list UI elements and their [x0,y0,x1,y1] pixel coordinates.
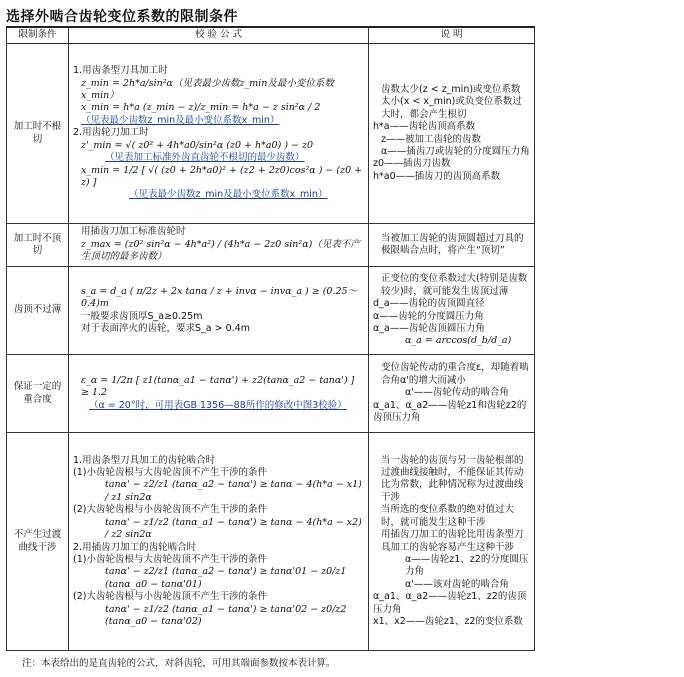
formula-cell [69,433,369,651]
table-header-row [7,27,535,44]
desc-line: x1、x2——齿轮z1、z2的变位系数 [373,615,523,627]
desc-line: z——被加工齿轮的齿数 [381,133,481,145]
table-row [7,44,535,224]
header-description: 说 明 [369,27,535,44]
formula-line: 1.用齿条型刀具加工时 [73,65,168,77]
formula-line: (2)大齿轮齿根与小齿轮齿顶不产生干涉的条件 [73,504,267,516]
desc-line: α_a——齿轮齿顶圆压力角 [373,322,485,334]
header-condition: 限制条件 [7,27,69,44]
table-row [7,355,535,433]
formula-line: 一般要求齿顶厚S_a≥0.25m [81,310,203,322]
formula-line: z_max = (z0² sin²α − 4h*a²) / (4h*a − 2z0 sin²α)（见表不产生顶切的最多齿数） [81,238,360,263]
formula-line: x_min = 1/2 [ √( (z0 + 2h*a0)² + (z2 + 2z0)cos²α ) − (z0 + z) ] [81,164,363,188]
formula-line: (1)小齿轮齿根与大齿轮齿顶不产生干涉的条件 [73,553,267,565]
formula-line: 2.用插齿刀加工的齿轮啮合时 [73,541,197,553]
description-cell [369,224,535,267]
footnote: 注：本表给出的是直齿轮的公式，对斜齿轮，可用其端面参数按本表计算。 [22,658,336,669]
table-row [7,433,535,651]
formula-line: (2)大齿轮齿根与小齿轮齿顶不产生干涉的条件 [73,591,267,603]
formula-line: 用插齿刀加工标准齿轮时 [81,226,186,238]
description-cell [369,433,535,651]
formula-line: 1.用齿条型刀具加工的齿轮啮合时 [73,454,216,466]
desc-line: 齿数太少(z < z_min)或变位系数太小(x < x_min)或负变位系数过大时，都会产生根切 [381,83,522,120]
desc-line: α_a = arccos(d_b/d_a) [405,335,512,347]
condition-cell: 不产生过渡曲线干涉 [7,433,69,651]
desc-line: α_a1、α_a2——齿轮z1和齿轮z2的齿顶压力角 [373,399,527,424]
formula-line: tanα' − z1/z2 (tanα_a1 − tanα') ≥ tanα'02 − z0/z2 (tanα_a0 − tanα'02) [105,603,347,627]
desc-line: 变位齿轮传动的重合度ε，却随着啮合角α'的增大而减小 [381,362,529,386]
desc-line: 当被加工齿轮的齿顶圆超过刀具的极限啮合点时，将产生“顶切” [381,232,524,256]
desc-line: d_a——齿轮的齿顶圆直径 [373,298,485,310]
formula-line: s_a = d_a ( π/2z + 2x tanα / z + invα − invα_a ) ≥ (0.25～0.4)m [81,285,358,310]
formula-line: tanα' − z1/z2 (tanα_a1 − tanα') ≥ tanα − 4(h*a − x2) / z2 sin2α [105,516,362,541]
limits-table [6,26,535,651]
condition-cell: 齿顶不过薄 [7,267,69,355]
desc-line: α——齿轮的分度圆压力角 [373,310,484,322]
desc-line: α——齿轮z1、z2的分度圆压力角 [405,553,529,578]
formula-line: tanα' − z2/z1 (tanα_a2 − tanα') ≥ tanα − 4(h*a − x1) / z1 sin2α [105,479,362,503]
page-title: 选择外啮合齿轮变位系数的限制条件 [6,9,238,25]
desc-line: 当一齿轮的齿顶与另一齿轮根部的过渡曲线接触时，不能保证其传动比为常数，此种情况称为过渡曲线干涉 [381,454,524,503]
desc-line: h*a0——插齿刀的齿顶高系数 [373,170,501,182]
description-cell [369,355,535,433]
formula-line: z_min = 2h*a/sin²α（见表最少齿数z_min及最小变位系数x_min） [81,77,334,102]
formula-cell [69,224,369,267]
desc-line: α——插齿刀或齿轮的分度圆压力角 [381,145,530,157]
desc-line: h*a——齿轮齿顶高系数 [373,121,476,133]
formula-line: 2.用齿轮刀加工时 [73,127,149,139]
formula-line: ε_α = 1/2π [ z1(tanα_a1 − tanα') + z2(tanα_a2 − tanα') ] ≥ 1.2 [81,374,355,399]
formula-cell [69,267,369,355]
table-link[interactable]: （见表加工标准外齿直齿轮不根切的最少齿数） [105,152,305,164]
formula-line: x_min = h*a (z_min − z)/z_min = h*a − z sin²α / 2 [81,102,321,114]
desc-line: α'——该对齿轮的啮合角 [405,578,509,590]
desc-line: α'——齿轮传动的啮合角 [405,387,509,399]
table-link[interactable]: （α = 20°时，可用表GB 1356—88所作的修改中图3校验） [89,399,347,411]
condition-cell: 加工时不根切 [7,44,69,224]
formula-line: tanα' − z2/z1 (tanα_a2 − tanα') ≥ tanα'01 − z0/z1 (tanα_a0 − tanα'01) [105,566,347,590]
formula-line: 对于表面淬火的齿轮，要求S_a > 0.4m [81,322,250,334]
table-link[interactable]: （见表最少齿数z_min及最小变位系数x_min） [81,114,280,126]
formula-line: z'_min = √( z0² + 4h*a0/sin²α (z0 + h*a0) ) − z0 [81,139,314,151]
condition-cell: 加工时不顶切 [7,224,69,267]
desc-line: 正变位的变位系数过大(特别是齿数较少)时，就可能发生齿顶过薄 [381,273,528,297]
desc-line: 用插齿刀加工的齿轮比用齿条型刀具加工的齿轮容易产生这种干涉 [381,529,524,553]
condition-cell: 保证一定的重合度 [7,355,69,433]
formula-cell [69,355,369,433]
desc-line: 当所选的变位系数的绝对值过大时，就可能发生这种干涉 [381,504,515,528]
table-row [7,267,535,355]
header-formula: 校 验 公 式 [69,27,369,44]
formula-line: (1)小齿轮齿根与大齿轮齿顶不产生干涉的条件 [73,467,267,479]
table-link[interactable]: （见表最少齿数z_min及最小变位系数x_min） [129,189,328,201]
description-cell [369,44,535,224]
formula-cell [69,44,369,224]
description-cell [369,267,535,355]
table-row [7,224,535,267]
desc-line: α_a1、α_a2——齿轮z1、z2的齿顶压力角 [373,591,527,615]
desc-line: z0——插齿刀齿数 [373,158,451,170]
